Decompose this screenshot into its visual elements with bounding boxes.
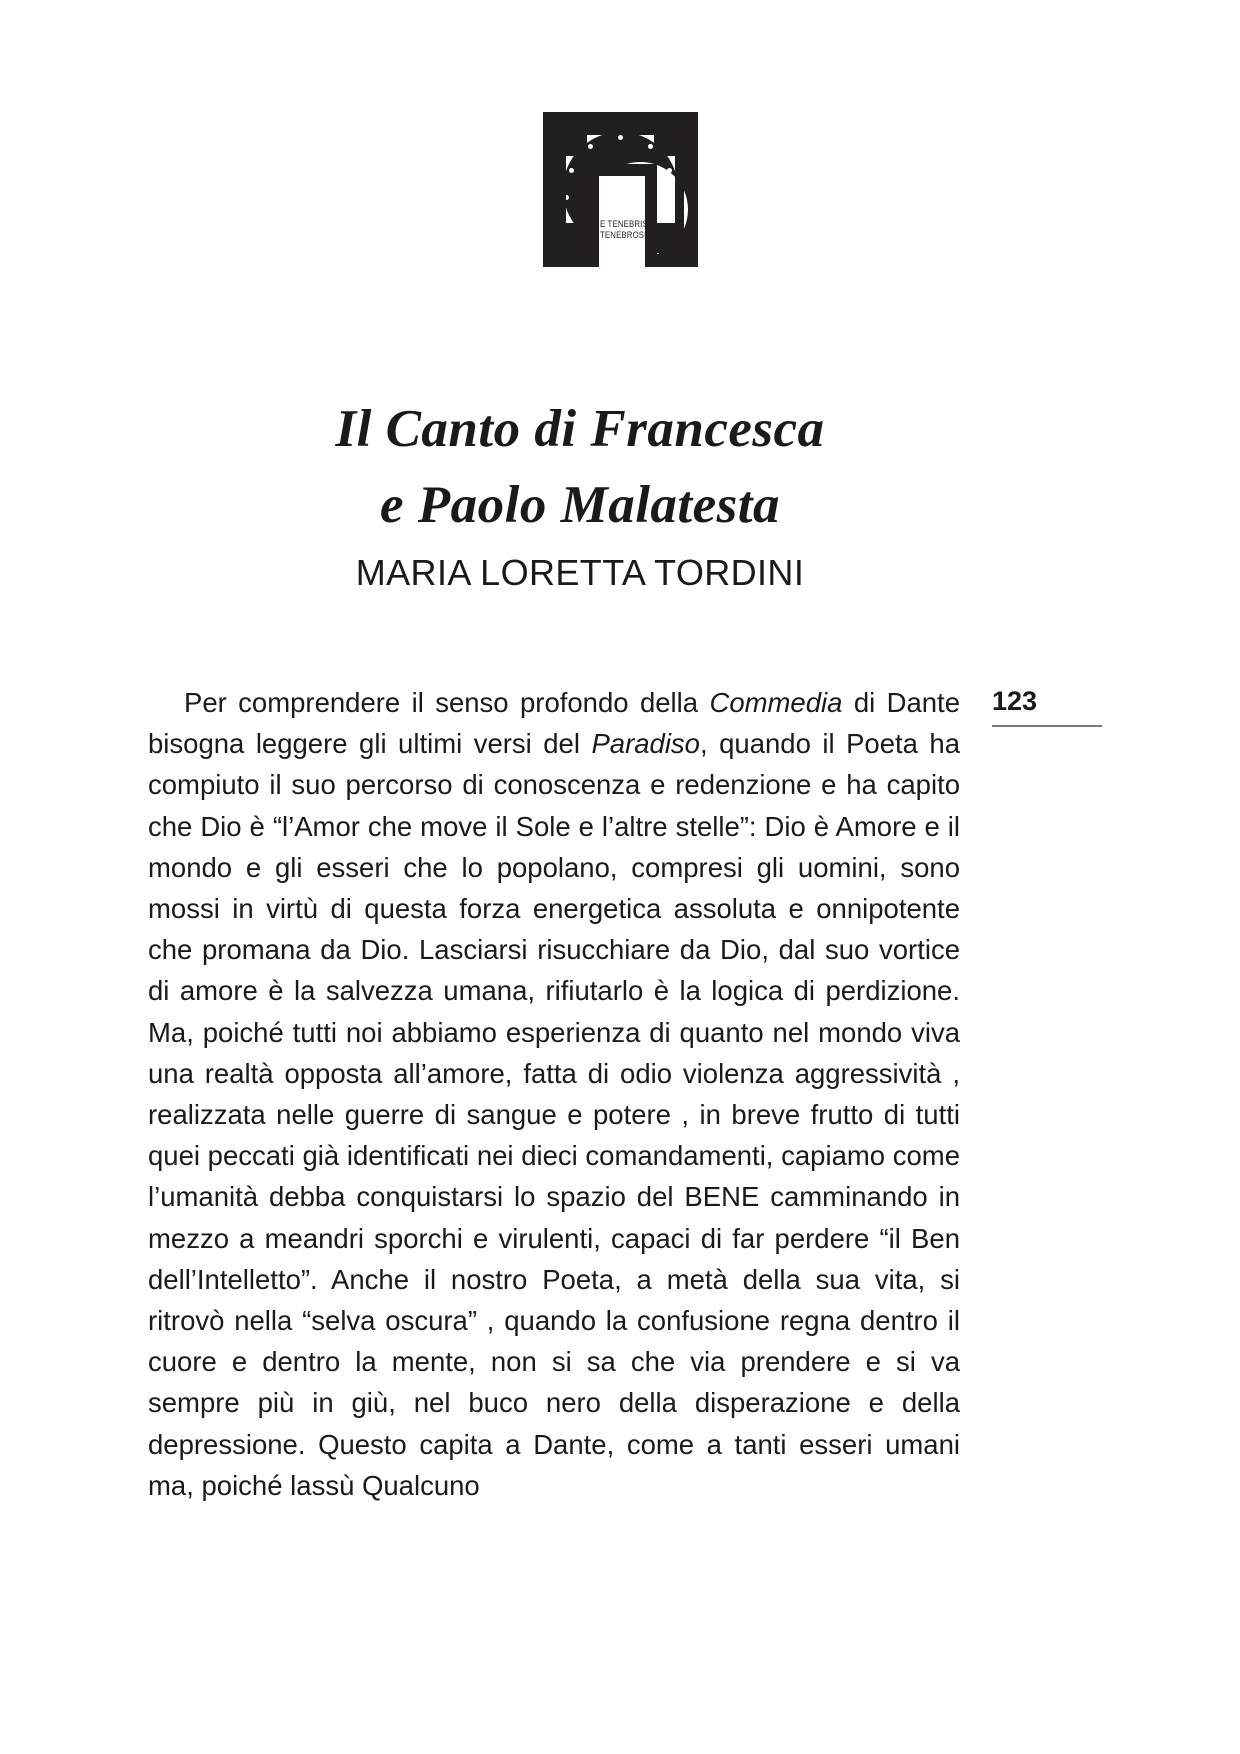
logo-motto-text (599, 219, 648, 241)
publisher-emblem-container (0, 112, 1240, 267)
logo-ring-dot (648, 144, 653, 149)
page-title (150, 391, 1010, 543)
logo-motto-line-1: E TENEBRIS (599, 219, 648, 230)
folio-rule (992, 725, 1102, 727)
page-title-line-1: Il Canto di Francesca (335, 399, 825, 458)
body-paragraph: Per comprendere il senso profondo della Commedia di Dante bisogna leggere gli ultimi versi del Paradiso, quando il Poeta ha compiuto il suo percorso di conoscenza e redenzione e ha capito che Dio è “l’Amor che move il Sole e l’altre stelle”: Dio è Amore e il mondo e gli esseri che lo popolano, compresi gli uomini, sono mossi in virtù di questa forza energetica assoluta e onnipotente che promana da Dio. Lasciarsi risucchiare da Dio, dal suo vortice di amore è la salvezza umana, rifiutarlo è la logica di perdizione. Ma, poiché tutti noi abbiamo esperienza di quanto nel mondo viva una realtà opposta all’amore, fatta di odio violenza aggressività , realizzata nelle guerre di sangue e potere , in breve frutto di tutti quei peccati già identificati nei dieci comandamenti, capiamo come l’umanità debba conquistarsi lo spazio del BENE camminando in mezzo a meandri sporchi e virulenti, capaci di far perdere “il Ben dell’Intelletto”. Anche il nostro Poeta, a metà della sua vita, si ritrovò nella “selva oscura” , quando la confusione regna dentro il cuore e dentro la mente, non si sa che via prendere e si va sempre più in giù, nel buco nero della disperazione e della depressione. Questo capita a Dante, come a tanti esseri umani ma, poiché lassù Qualcuno (148, 687, 961, 1501)
folio (992, 686, 1112, 727)
logo-ring-dot (588, 144, 593, 149)
logo-ring-dot (569, 168, 574, 173)
logo-corner-block (654, 126, 684, 156)
e-tenebris-tenebrosi-logo-icon (543, 112, 698, 267)
body-text-column (148, 682, 960, 1506)
logo-ring-dot (667, 168, 672, 173)
logo-motto-line-2: TENEBROSI (599, 230, 646, 241)
logo-ring-dot (618, 135, 623, 140)
page-number: 123 (992, 686, 1038, 716)
logo-corner-block (557, 223, 587, 253)
author-name: MARIA LORETTA TORDINI (355, 552, 805, 593)
page-title-line-2: e Paolo Malatesta (379, 475, 781, 534)
logo-corner-block (557, 126, 587, 156)
logo-corner-block (654, 223, 684, 253)
